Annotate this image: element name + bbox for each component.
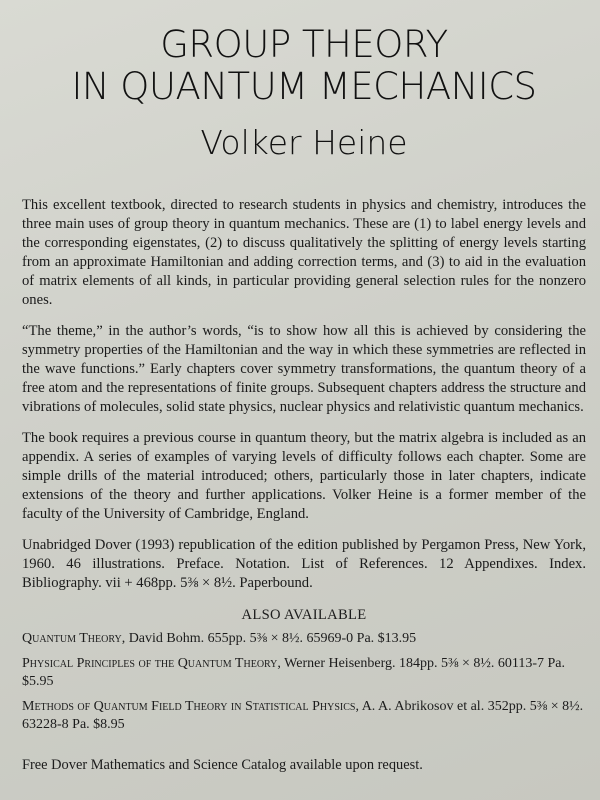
also-available-item (22, 630, 586, 649)
book-title-line-2: IN QUANTUM MECHANICS (71, 65, 537, 108)
catalog-note: Free Dover Mathematics and Science Catalog available upon request. (22, 756, 423, 773)
also-available-item (22, 698, 586, 735)
book-author: Volker Heine (200, 123, 408, 162)
also-available-list (22, 630, 586, 735)
also-available-item-title: Physical Principles of the Quantum Theory, (22, 655, 281, 671)
description-paragraph-3: The book requires a previous course in quantum theory, but the matrix algebra is included as an appendix. A series of examples of varying levels of difficulty follows each chapter. Some are simple drills of the material introduced; others, particularly those in later chapters, indicate extensions of the theory and further applications. Volker Heine is a former member of the faculty of the University of Cambridge, England. (22, 430, 586, 522)
also-available-item-title: Methods of Quantum Field Theory in Statistical Physics, (22, 698, 359, 714)
publication-details: Unabridged Dover (1993) republication of the edition published by Pergamon Press, New York, 1960. 46 illustrations. Preface. Notation. List of References. 12 Appendixes. Index. Bibliography. vii + 468pp. 5⅜ × 8½. Paperbound. (22, 537, 586, 591)
also-available-heading: ALSO AVAILABLE (241, 607, 367, 623)
description (22, 196, 586, 593)
also-available-item-title: Quantum Theory, (22, 631, 126, 646)
also-available-item-details: David Bohm. 655pp. 5⅜ × 8½. 65969-0 Pa. $13.95 (125, 631, 417, 646)
description-paragraph-1: This excellent textbook, directed to research students in physics and chemistry, introduces the three main uses of group theory in quantum mechanics. These are (1) to label energy levels and the corresponding eigenstates, (2) to discuss qualitatively the splitting of energy levels starting from an approximate Hamiltonian and adding correction terms, and (3) to aid in the evaluation of matrix elements of all kinds, in particular providing general selection rules for the nonzero ones. (22, 197, 586, 308)
also-available-item (22, 655, 586, 692)
book-title-line-1: GROUP THEORY (160, 23, 448, 66)
description-paragraph-2: “The theme,” in the author’s words, “is to show how all this is achieved by considering the symmetry properties of the Hamiltonian and the way in which these symmetries are reflected in the wave functions.” Early chapters cover symmetry transformations, the quantum theory of a free atom and the representations of finite groups. Subsequent chapters address the structure and vibrations of molecules, solid state physics, nuclear physics and relativistic quantum mechanics. (22, 323, 586, 415)
book-title (22, 24, 586, 108)
also-available-item-details: A. A. Abrikosov et al. 352pp. 5⅜ × 8½. 63228-8 Pa. $8.95 (22, 698, 584, 732)
also-available-item-details: Werner Heisenberg. 184pp. 5⅜ × 8½. 60113-7 Pa. $5.95 (22, 655, 566, 689)
